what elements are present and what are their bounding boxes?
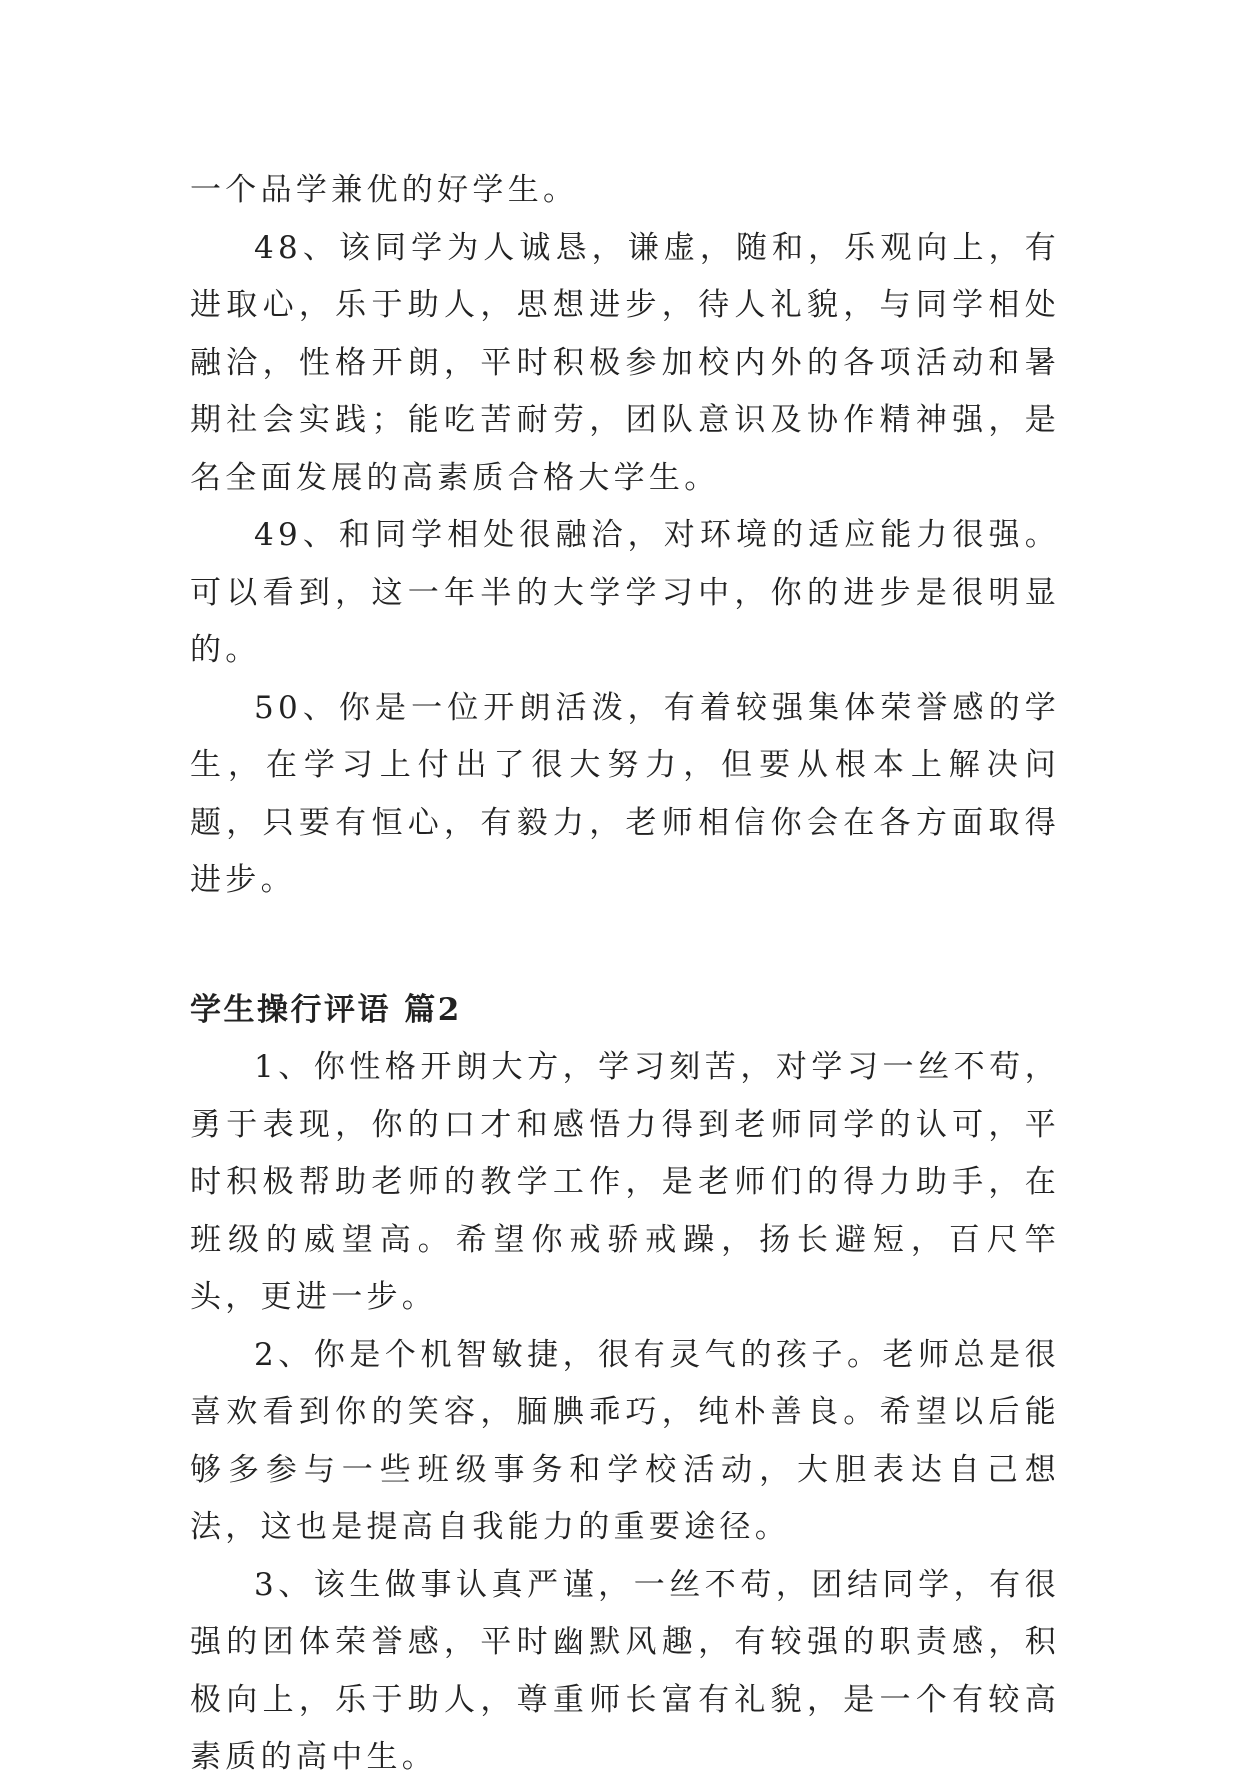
paragraph-48: 48、该同学为人诚恳，谦虚，随和，乐观向上，有进取心，乐于助人，思想进步，待人礼貌，与同学相处融洽，性格开朗，平时积极参加校内外的各项活动和暑期社会实践；能吃苦耐劳，团队意识及协作精神强，是名全面发展的高素质合格大学生。 [190,229,1060,496]
paragraph-50: 50、你是一位开朗活泼，有着较强集体荣誉感的学生，在学习上付出了很大努力，但要从根本上解决问题，只要有恒心，有毅力，老师相信你会在各方面取得进步。 [190,689,1060,898]
paragraph-continuation: 一个品学兼优的好学生。 [190,172,579,208]
paragraph-section2-3: 3、该生做事认真严谨，一丝不苟，团结同学，有很强的团体荣誉感，平时幽默风趣，有较强的职责感，积极向上，乐于助人，尊重师长富有礼貌，是一个有较高素质的高中生。 [190,1566,1060,1775]
section-heading: 学生操行评语 篇2 [190,991,462,1028]
paragraph-section2-2: 2、你是个机智敏捷，很有灵气的孩子。老师总是很喜欢看到你的笑容，腼腆乖巧，纯朴善良。希望以后能够多参与一些班级事务和学校活动，大胆表达自己想法，这也是提高自我能力的重要途径。 [190,1336,1060,1545]
paragraph-section2-1: 1、你性格开朗大方，学习刻苦，对学习一丝不苟，勇于表现，你的口才和感悟力得到老师同学的认可，平时积极帮助老师的教学工作，是老师们的得力助手，在班级的威望高。希望你戒骄戒躁，扬长避短，百尺竿头，更进一步。 [190,1049,1060,1315]
document-body [190,162,1060,1787]
paragraph-49: 49、和同学相处很融洽，对环境的适应能力很强。可以看到，这一年半的大学学习中，你的进步是很明显的。 [190,517,1060,668]
